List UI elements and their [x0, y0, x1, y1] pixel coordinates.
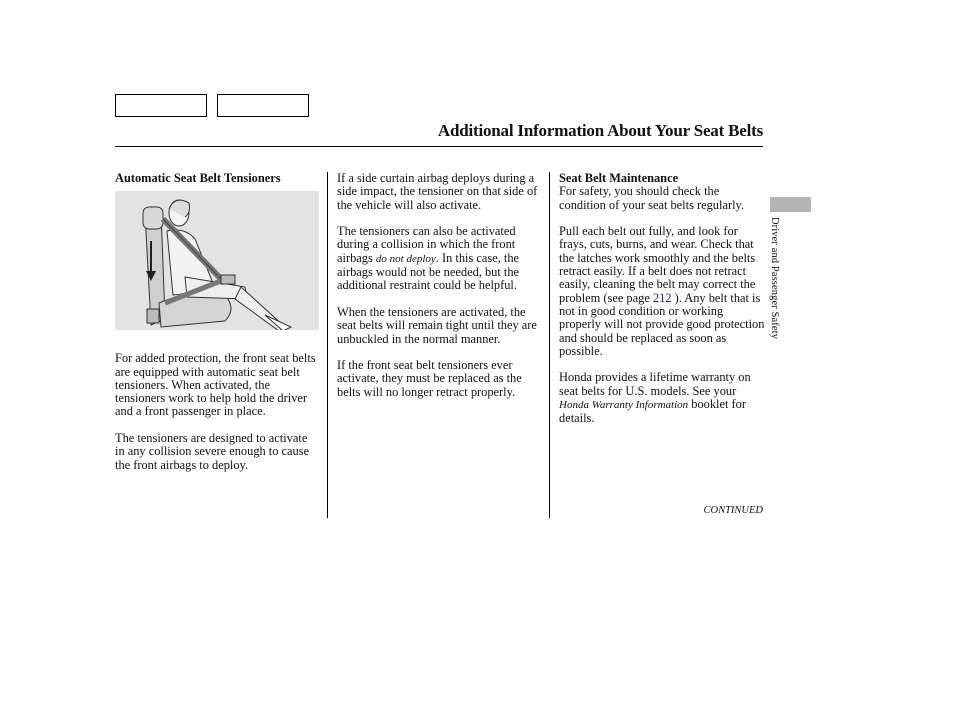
section-tab[interactable]	[770, 197, 811, 212]
nav-button-2[interactable]	[217, 94, 309, 117]
column-1	[115, 172, 320, 485]
text-run: Pull each belt out fully, and look for frays, cuts, burns, and wear. Check that the latches work smoothly and the belts retract easily. If a belt does not retract easily, cleaning the belt may correct the problem (see page	[559, 224, 756, 305]
text-run: Honda provides a lifetime warranty on seat belts for U.S. models. See your	[559, 370, 751, 398]
text-run: The tensioners can also be activated during a collision in which the front airbags	[337, 224, 516, 265]
column-3	[559, 172, 765, 439]
column-divider-1	[327, 172, 328, 518]
section-label: Driver and Passenger Safety	[769, 217, 780, 339]
belts-tight-paragraph: When the tensioners are activated, the seat belts will remain tight until they are unbuckled in the normal manner.	[337, 304, 537, 346]
tensioners-activated-paragraph	[337, 225, 543, 292]
warranty-paragraph	[559, 371, 765, 425]
side-curtain-paragraph: If a side curtain airbag deploys during a side impact, the tensioner on that side of the vehicle will also activate.	[337, 171, 538, 212]
title-rule	[115, 146, 763, 147]
seated-passenger-icon	[115, 191, 319, 330]
emphasis-do-not-deploy: do not deploy	[375, 252, 436, 265]
text-run: ). Any belt that is not in good condition or working properly will not provide good protection and should be replaced as soon as possible.	[559, 290, 765, 358]
page-reference-link[interactable]: 212	[652, 290, 672, 305]
page-title: Additional Information About Your Seat Belts	[437, 121, 763, 140]
tensioners-heading: Automatic Seat Belt Tensioners	[115, 171, 281, 185]
maintenance-paragraph-2	[559, 225, 765, 358]
nav-button-1[interactable]	[115, 94, 207, 117]
tensioners-paragraph-1: For added protection, the front seat belts are equipped with automatic seat belt tensioners. When activated, the tensioners work to help hold the driver and a front passenger in place.	[115, 351, 316, 419]
replace-tensioners-paragraph: If the front seat belt tensioners ever activate, they must be replaced as the belts will no longer retract properly.	[337, 358, 522, 399]
column-2	[337, 172, 543, 412]
tensioners-paragraph-2: The tensioners are designed to activate in any collision severe enough to cause the front airbags to deploy.	[115, 431, 310, 472]
emphasis-warranty-booklet: Honda Warranty Information	[559, 399, 689, 412]
text-run: booklet for details.	[559, 397, 746, 426]
continued-label: CONTINUED	[703, 505, 763, 516]
text-run: . In this case, the airbags would not be needed, but the additional restraint could be helpful.	[337, 250, 520, 293]
maintenance-heading: Seat Belt Maintenance	[559, 171, 679, 185]
seat-belt-tensioner-illustration	[115, 191, 319, 330]
maintenance-paragraph-1: For safety, you should check the condition of your seat belts regularly.	[559, 184, 745, 212]
column-divider-2	[549, 172, 550, 518]
